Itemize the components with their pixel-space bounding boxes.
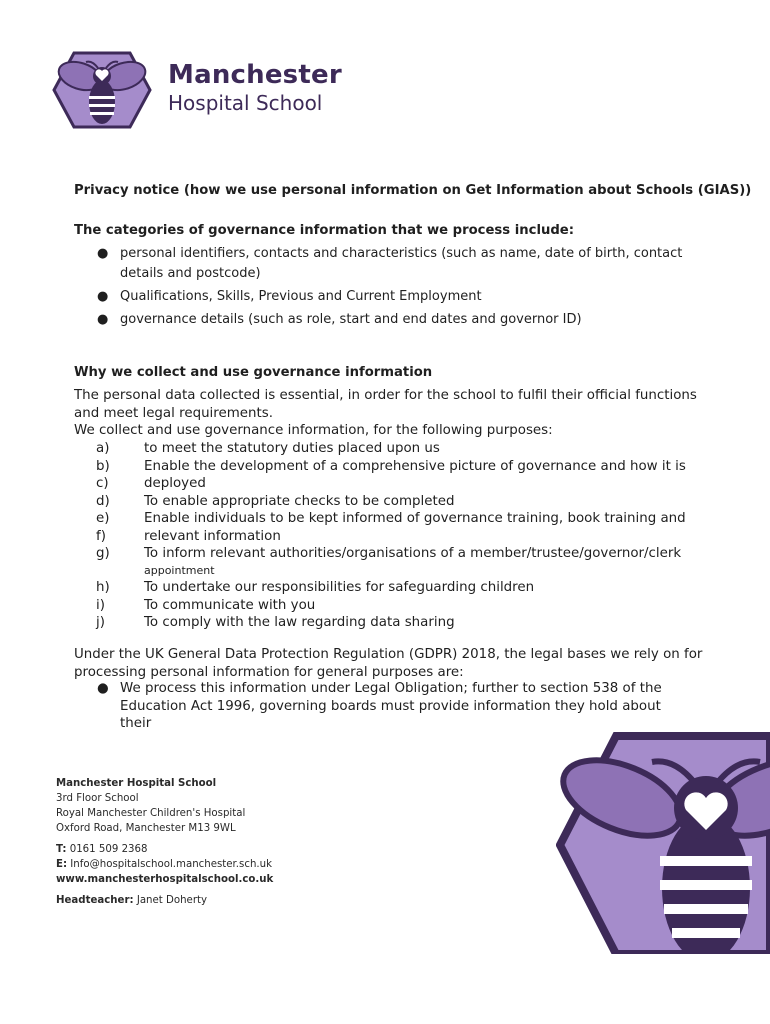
school-logo	[52, 50, 342, 130]
footer-phone: T: 0161 509 2368	[56, 844, 148, 855]
footer-headteacher: Headteacher: Janet Doherty	[56, 895, 208, 906]
bee-hexagon-logo-icon	[52, 50, 152, 130]
list-item: ● personal identifiers, contacts and characteristics (such as name, date of birth, contact details and postcode)	[97, 246, 683, 281]
legal-bases-list	[96, 680, 696, 733]
footer-website-link[interactable]: www.manchesterhospitalschool.co.uk	[56, 874, 274, 885]
list-item: a) to meet the statutory duties placed upon us	[96, 441, 440, 456]
gdpr-paragraph: Under the UK General Data Protection Regulation (GDPR) 2018, the legal bases we rely on for processing personal information for general purposes are:	[74, 647, 703, 680]
footer-address-line: Royal Manchester Children's Hospital	[56, 808, 246, 819]
list-item: d) To enable appropriate checks to be completed	[96, 493, 455, 509]
privacy-notice-title: Privacy notice (how we use personal information on Get Information about Schools (GIAS))	[74, 183, 752, 198]
list-item: e) Enable individuals to be kept informed of governance training, book training and	[96, 511, 686, 526]
list-item: g) To inform relevant authorities/organisations of a member/trustee/governor/clerk appointment	[96, 546, 682, 577]
list-item: ● We process this information under Legal Obligation; further to section 538 of the Education Act 1996, governing boards must provide information they hold about their	[97, 681, 662, 731]
bee-hexagon-decoration-icon	[556, 728, 770, 954]
list-item: i) To communicate with you	[96, 597, 316, 613]
essential-paragraph: The personal data collected is essential, in order for the school to fulfil their official functions and meet legal requirements.	[74, 388, 697, 421]
logo-name: Manchester	[168, 60, 342, 90]
logo-subtitle: Hospital School	[168, 91, 323, 115]
list-item: c) deployed	[96, 476, 206, 491]
footer-address-line: Oxford Road, Manchester M13 9WL	[56, 823, 236, 834]
list-item: ● governance details (such as role, start and end dates and governor ID)	[97, 312, 582, 327]
list-item: h) To undertake our responsibilities for safeguarding children	[96, 580, 535, 595]
purposes-list	[96, 440, 696, 632]
footer-school-name: Manchester Hospital School	[56, 778, 217, 789]
footer-contact	[56, 776, 416, 908]
footer-email[interactable]: E: Info@hospitalschool.manchester.sch.uk	[56, 859, 272, 870]
list-item: b) Enable the development of a comprehensive picture of governance and how it is	[96, 458, 686, 474]
list-item: j) To comply with the law regarding data sharing	[96, 615, 455, 630]
purposes-intro: We collect and use governance information, for the following purposes:	[74, 423, 553, 438]
categories-list	[96, 244, 696, 333]
list-item: f) relevant information	[96, 528, 281, 544]
categories-heading: The categories of governance information that we process include:	[74, 223, 575, 238]
footer-address-line: 3rd Floor School	[56, 793, 139, 804]
why-heading: Why we collect and use governance information	[74, 365, 433, 380]
list-item: ● Qualifications, Skills, Previous and Current Employment	[97, 289, 482, 304]
